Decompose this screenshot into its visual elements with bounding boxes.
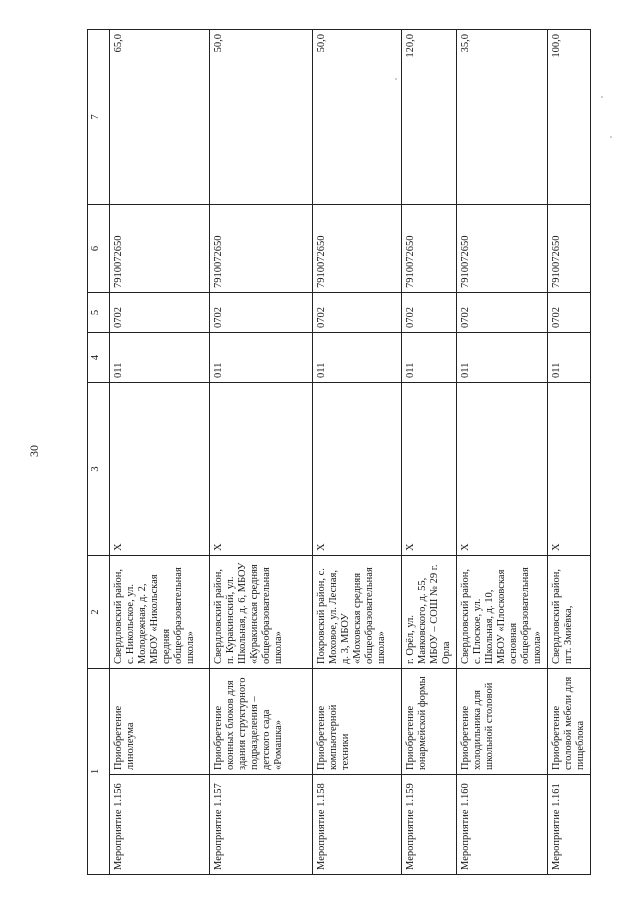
header-cell-5: 5 — [88, 293, 110, 333]
amount-cell: 50,0 — [210, 30, 313, 205]
measure-name-cell: Приобретение столовой мебели для пищеблока — [548, 669, 591, 775]
measure-id-cell: Мероприятие 1.160 — [457, 775, 548, 875]
header-cell-7: 7 — [88, 30, 110, 205]
target-article-cell: 7910072650 — [457, 205, 548, 293]
target-article-cell: 7910072650 — [313, 205, 402, 293]
amount-cell: 50,0 — [313, 30, 402, 205]
section-cell: 0702 — [110, 293, 210, 333]
mark-cell: Х — [313, 383, 402, 556]
address-cell: Свердловский район, с. Никольское, ул. Молодежная, д. 2, МБОУ «Никольская средняя общеобразовательная школа» — [110, 556, 210, 669]
amount-cell: 100,0 — [548, 30, 591, 205]
mark-cell: Х — [210, 383, 313, 556]
measure-id-cell: Мероприятие 1.158 — [313, 775, 402, 875]
scan-artifact — [610, 136, 612, 138]
mark-cell: Х — [110, 383, 210, 556]
measure-name-cell: Приобретение оконных блоков для здания структурного подразделения – детского сада «Ромашка» — [210, 669, 313, 775]
header-row — [88, 30, 110, 875]
amount-cell: 35,0 — [457, 30, 548, 205]
code-cell: 011 — [402, 333, 457, 383]
address-cell: Свердловский район, пгт. Змиёвка, — [548, 556, 591, 669]
code-cell: 011 — [313, 333, 402, 383]
measure-id-cell: Мероприятие 1.159 — [402, 775, 457, 875]
rotated-page-area — [87, 30, 586, 875]
page-number: 30 — [27, 445, 41, 457]
code-cell: 011 — [210, 333, 313, 383]
table-row — [402, 30, 457, 875]
header-cell-3: 3 — [88, 383, 110, 556]
table-row — [110, 30, 210, 875]
amount-cell: 65,0 — [110, 30, 210, 205]
section-cell: 0702 — [402, 293, 457, 333]
scan-artifact — [395, 78, 397, 80]
target-article-cell: 7910072650 — [548, 205, 591, 293]
mark-cell: Х — [457, 383, 548, 556]
target-article-cell: 7910072650 — [402, 205, 457, 293]
header-cell-1: 1 — [88, 669, 110, 875]
scan-artifact — [601, 96, 603, 98]
table-row — [548, 30, 591, 875]
table-row — [313, 30, 402, 875]
header-cell-6: 6 — [88, 205, 110, 293]
code-cell: 011 — [457, 333, 548, 383]
section-cell: 0702 — [210, 293, 313, 333]
amount-cell: 120,0 — [402, 30, 457, 205]
address-cell: Свердловский район, с. Плоское, ул. Школьная, д. 10, МБОУ «Плосковская основная общеобразовательная школа» — [457, 556, 548, 669]
header-cell-4: 4 — [88, 333, 110, 383]
section-cell: 0702 — [548, 293, 591, 333]
table-row — [457, 30, 548, 875]
measure-id-cell: Мероприятие 1.157 — [210, 775, 313, 875]
code-cell: 011 — [548, 333, 591, 383]
measure-name-cell: Приобретение компьютерной техники — [313, 669, 402, 775]
measures-table — [87, 29, 591, 875]
target-article-cell: 7910072650 — [210, 205, 313, 293]
table-row — [210, 30, 313, 875]
measure-id-cell: Мероприятие 1.161 — [548, 775, 591, 875]
table-container — [87, 30, 586, 875]
address-cell: г. Орёл, ул. Маяковского, д. 55, МБОУ – СОШ № 29 г. Орла — [402, 556, 457, 669]
measure-name-cell: Приобретение холодильника для школьной столовой — [457, 669, 548, 775]
address-cell: Покровский район, с. Моховое, ул. Лесная, д. 3, МБОУ «Моховская средняя общеобразовательная школа» — [313, 556, 402, 669]
section-cell: 0702 — [457, 293, 548, 333]
measure-id-cell: Мероприятие 1.156 — [110, 775, 210, 875]
measure-name-cell: Приобретение линолеума — [110, 669, 210, 775]
mark-cell: Х — [548, 383, 591, 556]
code-cell: 011 — [110, 333, 210, 383]
measure-name-cell: Приобретение юнармейской формы — [402, 669, 457, 775]
target-article-cell: 7910072650 — [110, 205, 210, 293]
section-cell: 0702 — [313, 293, 402, 333]
header-cell-2: 2 — [88, 556, 110, 669]
address-cell: Свердловский район, п. Куракинский, ул. Школьная, д. 6, МБОУ «Куракинская средняя общеобразовательная школа» — [210, 556, 313, 669]
mark-cell: Х — [402, 383, 457, 556]
